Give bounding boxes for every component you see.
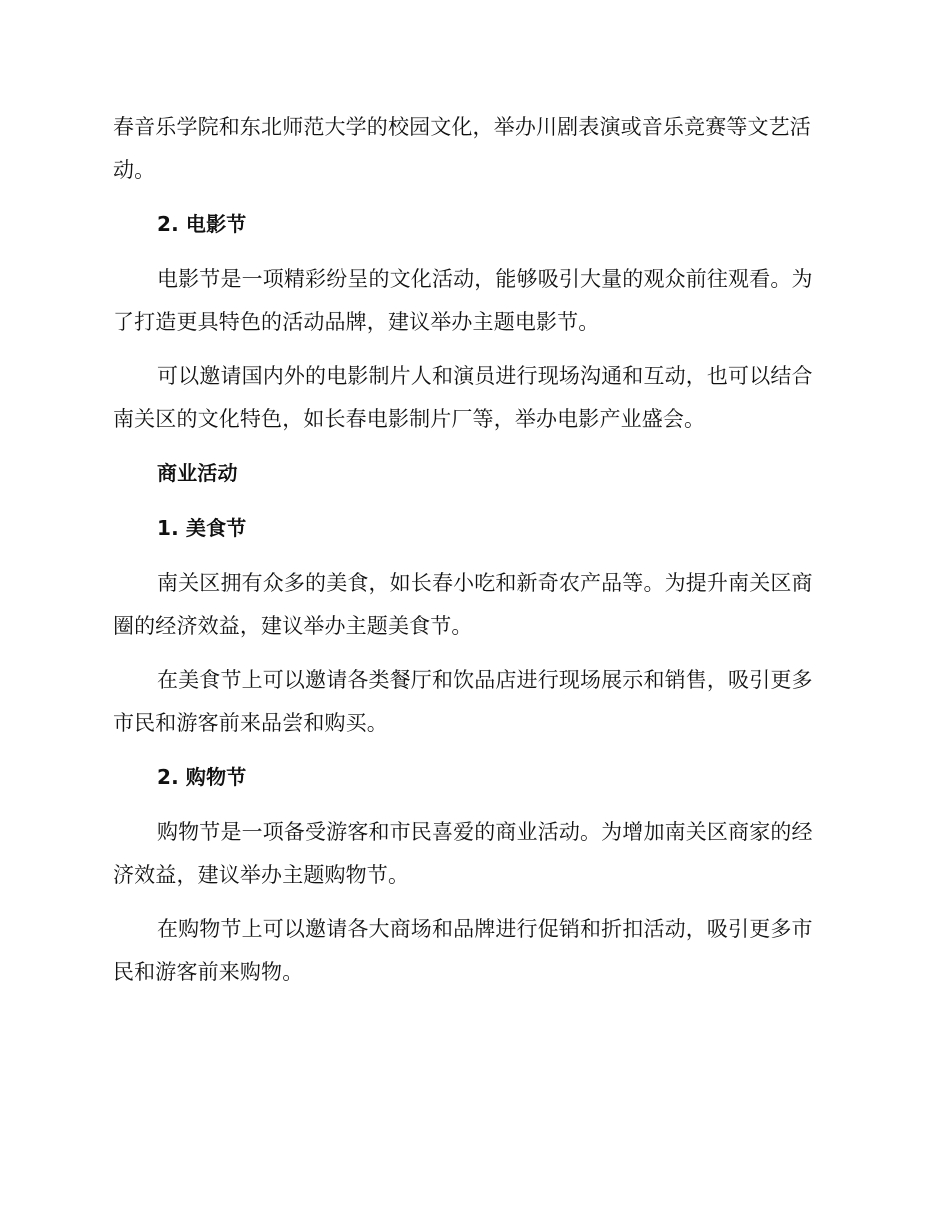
paragraph-line: 南关区的文化特色，如长春电影制片厂等，举办电影产业盛会。 xyxy=(113,407,706,431)
paragraph-line: 圈的经济效益，建议举办主题美食节。 xyxy=(113,614,473,638)
paragraph-line: 在购物节上可以邀请各大商场和品牌进行促销和折扣活动，吸引更多市 xyxy=(157,917,813,941)
section-heading-shopping-festival: 2. 购物节 xyxy=(157,765,247,789)
paragraph-line: 春音乐学院和东北师范大学的校园文化，举办川剧表演或音乐竞赛等文艺活 xyxy=(113,115,811,139)
section-heading-commercial: 商业活动 xyxy=(157,461,238,485)
paragraph-line: 济效益，建议举办主题购物节。 xyxy=(113,863,410,887)
section-heading-food-festival: 1. 美食节 xyxy=(157,516,247,540)
paragraph-line: 动。 xyxy=(113,158,156,182)
paragraph-line: 在美食节上可以邀请各类餐厅和饮品店进行现场展示和销售，吸引更多 xyxy=(157,668,813,692)
paragraph-line: 南关区拥有众多的美食，如长春小吃和新奇农产品等。为提升南关区商 xyxy=(157,571,813,595)
paragraph-line: 市民和游客前来品尝和购买。 xyxy=(113,711,388,735)
paragraph-line: 了打造更具特色的活动品牌，建议举办主题电影节。 xyxy=(113,310,600,334)
section-heading-film-festival: 2. 电影节 xyxy=(157,212,247,236)
paragraph-line: 电影节是一项精彩纷呈的文化活动，能够吸引大量的观众前往观看。为 xyxy=(157,267,813,291)
paragraph-line: 可以邀请国内外的电影制片人和演员进行现场沟通和互动，也可以结合 xyxy=(157,364,813,388)
paragraph-line: 购物节是一项备受游客和市民喜爱的商业活动。为增加南关区商家的经 xyxy=(157,820,813,844)
paragraph-line: 民和游客前来购物。 xyxy=(113,960,304,984)
